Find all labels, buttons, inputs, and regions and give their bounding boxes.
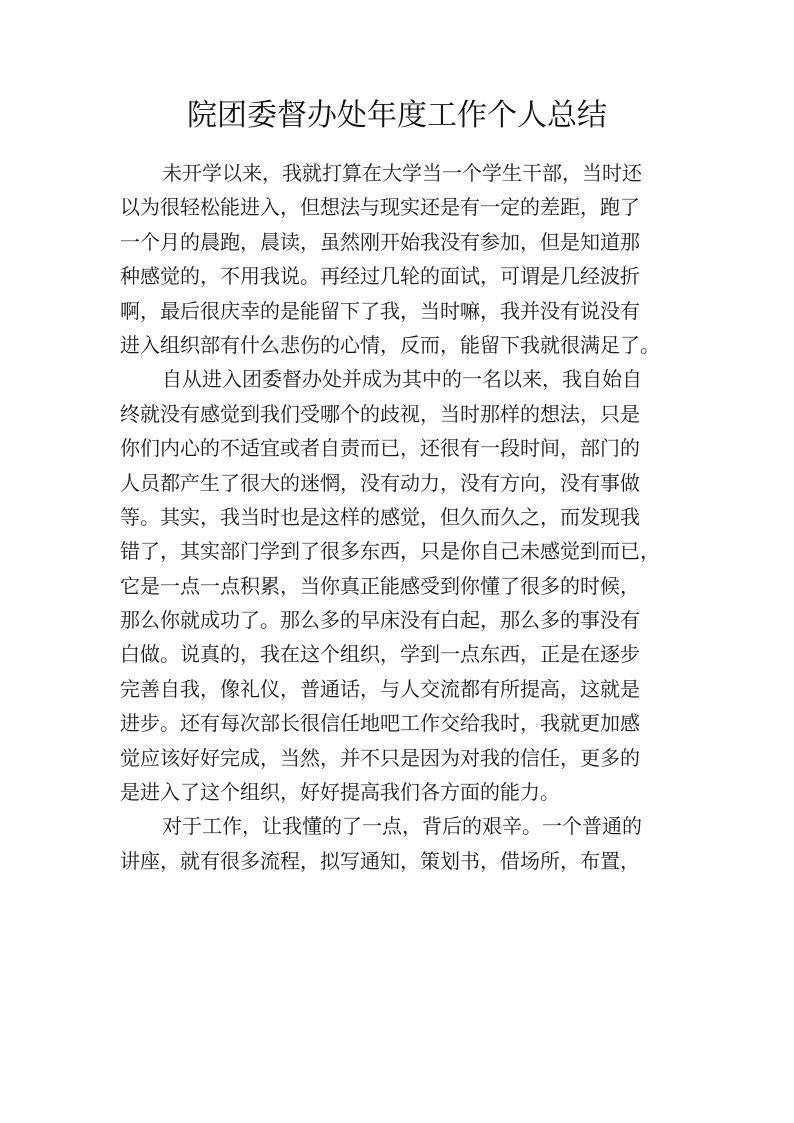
text-line: 种感觉的，不用我说。再经过几轮的面试，可谓是几经波折 (120, 264, 640, 289)
paragraph-2 (120, 362, 700, 809)
text-line: 是进入了这个组织，好好提高我们各方面的能力。 (120, 780, 560, 805)
text-line: 以为很轻松能进入，但想法与现实还是有一定的差距，跑了 (120, 195, 640, 220)
text-line: 觉应该好好完成，当然，并不只是因为对我的信任，更多的 (120, 745, 640, 770)
document-title: 院团委督办处年度工作个人总结 (187, 98, 607, 133)
text-line: 终就没有感觉到我们受哪个的歧视，当时那样的想法，只是 (120, 401, 640, 426)
text-line: 进步。还有每次部长很信任地吧工作交给我时，我就更加感 (120, 711, 640, 736)
text-line: 进入组织部有什么悲伤的心情，反而，能留下我就很满足了。 (120, 332, 660, 357)
text-line: 你们内心的不适宜或者自责而已，还很有一段时间，部门的 (120, 436, 640, 461)
text-line: 一个月的晨跑，晨读，虽然刚开始我没有参加，但是知道那 (120, 229, 640, 254)
text-line: 讲座，就有很多流程，拟写通知，策划书，借场所，布置， (120, 848, 640, 873)
text-line: 等。其实，我当时也是这样的感觉，但久而久之，而发现我 (120, 504, 640, 529)
text-line: 白做。说真的，我在这个组织，学到一点东西，正是在逐步 (120, 642, 640, 667)
text-line: 它是一点一点积累，当你真正能感受到你懂了很多的时候， (120, 573, 640, 598)
paragraph-3 (120, 809, 700, 878)
text-line: 人员都产生了很大的迷惘，没有动力，没有方向，没有事做 (120, 470, 640, 495)
text-line: 完善自我，像礼仪，普通话，与人交流都有所提高，这就是 (120, 676, 640, 701)
text-line: 对于工作，让我懂的了一点，背后的艰辛。一个普通的 (162, 814, 642, 839)
paragraph-1 (120, 156, 700, 362)
text-line: 未开学以来，我就打算在大学当一个学生干部，当时还 (162, 161, 642, 185)
text-line: 错了，其实部门学到了很多东西，只是你自己未感觉到而已， (120, 539, 660, 564)
text-line: 那么你就成功了。那么多的早床没有白起，那么多的事没有 (120, 608, 640, 633)
document-body (120, 156, 700, 878)
text-line: 啊，最后很庆幸的是能留下了我，当时嘛，我并没有说没有 (120, 298, 640, 323)
text-line: 自从进入团委督办处并成为其中的一名以来，我自始自 (162, 367, 642, 392)
